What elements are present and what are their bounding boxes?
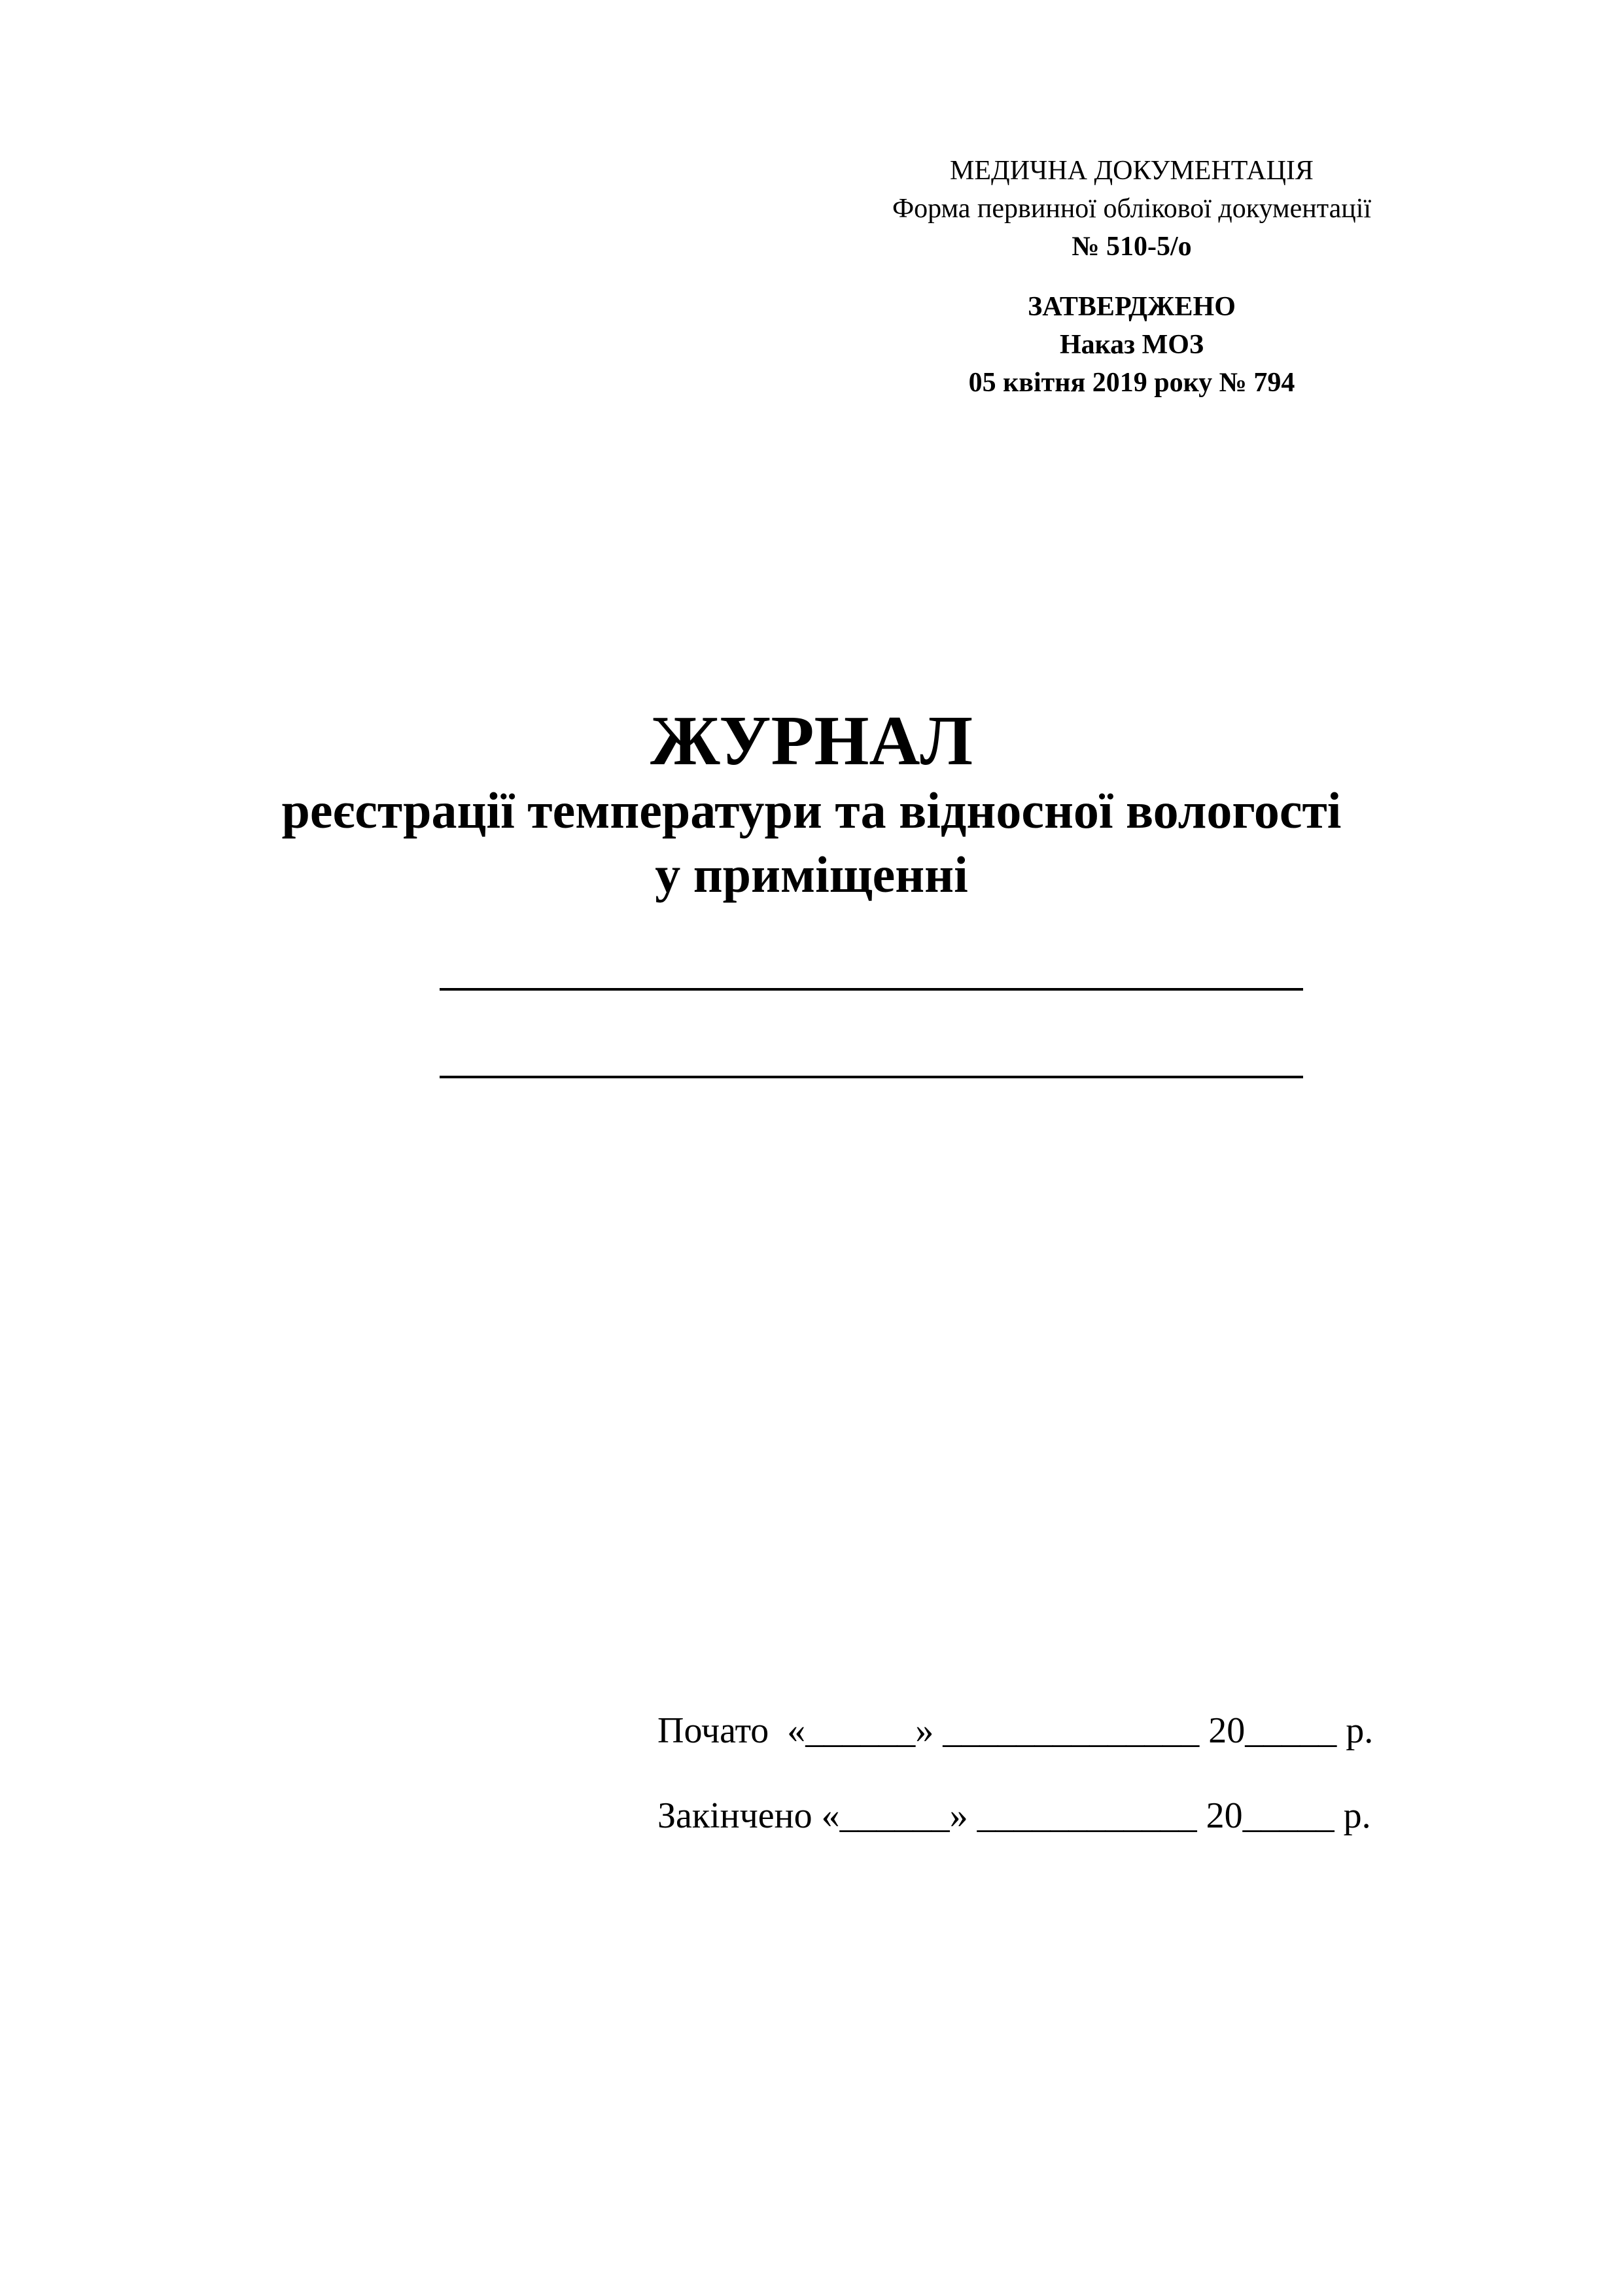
blank-line-2 — [440, 1076, 1303, 1078]
form-header — [805, 152, 1459, 266]
blank-line-1 — [440, 988, 1303, 991]
header-medical-documentation: МЕДИЧНА ДОКУМЕНТАЦІЯ — [950, 156, 1314, 186]
journal-subtitle-line2: у приміщенні — [655, 846, 968, 903]
journal-title: ЖУРНАЛ — [650, 702, 973, 780]
approval-status: ЗАТВЕРДЖЕНО — [1028, 292, 1236, 322]
approval-date: 05 квітня 2019 року № 794 — [968, 368, 1295, 398]
finished-date-row: Закінчено «______» ____________ 20_____ р. — [657, 1795, 1371, 1836]
header-form-number: № 510-5/о — [1072, 232, 1192, 262]
started-date-row: Почато «______» ______________ 20_____ р. — [657, 1710, 1374, 1751]
approval-block — [805, 288, 1459, 402]
journal-subtitle-line1: реєстрації температури та відносної вологості — [281, 782, 1342, 839]
approval-order: Наказ МОЗ — [1059, 330, 1204, 360]
header-form-description: Форма первинної облікової документації — [892, 194, 1372, 224]
